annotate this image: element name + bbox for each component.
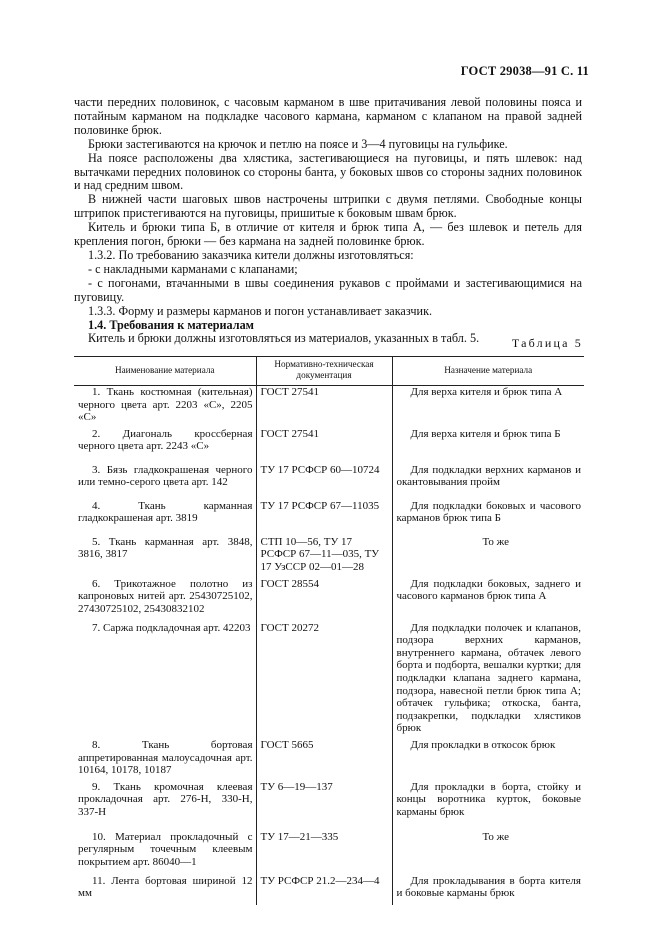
paragraph: Китель и брюки должны изготовляться из материалов, указанных в табл. 5.: [88, 331, 480, 346]
body-text: [74, 96, 582, 346]
section-heading: 1.4. Требования к материалам: [88, 317, 254, 332]
material-name: 1. Ткань костюмная (кительная) черного цвета арт. 2203 «С», 2205 «С»: [78, 386, 253, 424]
material-name: 2. Диагональ кроссберная черного цвета арт. 2243 «С»: [78, 427, 253, 453]
material-name: 7. Саржа подкладочная арт. 42203: [92, 621, 251, 634]
material-name: 4. Ткань карманная гладкокрашеная арт. 3819: [78, 499, 253, 525]
material-purpose: Для подкладки полочек и клапанов, подзора верхних карманов, внутреннего кармана, обтачек левого борта и подборта, вешалки куртки; для подкладки клапана заднего кармана, подзора, навесной петли брюк типа А; обтачек гульфика; откоска, банта, подзакрепки, подкладки хлястиков брюк: [392, 622, 584, 739]
column-header-name: Наименование материала: [74, 357, 256, 386]
material-purpose: Для подкладки боковых и часового карманов брюк типа Б: [392, 500, 584, 536]
table-caption: Таблица 5: [511, 336, 583, 350]
material-doc: ТУ 17 РСФСР 67—11035: [256, 500, 392, 536]
table-row: [74, 831, 584, 875]
material-purpose: То же: [392, 831, 584, 875]
material-doc: ГОСТ 28554: [256, 578, 392, 622]
material-doc: ГОСТ 27541: [256, 428, 392, 464]
table-row: [74, 464, 584, 500]
clause-1-3-2: 1.3.2. По требованию заказчика кители должны изготовляться:: [88, 247, 414, 262]
table-row: [74, 578, 584, 622]
material-name: 8. Ткань бортовая аппретированная малоусадочная арт. 10164, 10178, 10187: [78, 738, 253, 777]
paragraph: Китель и брюки типа Б, в отличие от кителя и брюк типа А, — без шлевок и петель для крепления погон, брюки — без кармана на задней половинке брюк.: [74, 220, 582, 249]
material-purpose: Для прокладки в откосок брюк: [392, 739, 584, 781]
material-doc: ГОСТ 5665: [256, 739, 392, 781]
paragraph: Брюки застегиваются на крючок и петлю на поясе и 3—4 пуговицы на гульфике.: [88, 136, 508, 151]
material-purpose: Для прокладки в борта, стойку и концы воротника курток, боковые карманы брюк: [392, 781, 584, 831]
materials-table: [74, 356, 584, 905]
material-doc: ТУ 17 РСФСР 60—10724: [256, 464, 392, 500]
material-doc: ТУ РСФСР 21.2—234—4: [256, 875, 392, 905]
material-purpose: Для прокладывания в борта кителя и боковые карманы брюк: [392, 875, 584, 905]
page-header: ГОСТ 29038—91 С. 11: [460, 64, 589, 78]
table-row: [74, 428, 584, 464]
material-name: 10. Материал прокладочный с регулярным точечным клеевым покрытием арт. 86040—1: [78, 830, 253, 868]
list-item: - с погонами, втачанными в швы соединения рукавов с проймами и застегивающимися на пуговицу.: [74, 275, 582, 304]
table-row: [74, 386, 584, 428]
material-purpose: То же: [392, 536, 584, 578]
table-header-row: [74, 357, 584, 386]
table-row: [74, 875, 584, 905]
material-doc: ГОСТ 20272: [256, 622, 392, 739]
column-header-doc: Нормативно-техническая документация: [256, 357, 392, 386]
paragraph: На поясе расположены два хлястика, застегивающиеся на пуговицы, и пять шлевок: над вытачками передних половинок со стороны банта, у боковых швов со стороны задних половинок и над средним швом.: [74, 150, 582, 193]
material-name: 6. Трикотажное полотно из капроновых нитей арт. 25430725102, 27430725102, 25430832102: [78, 577, 253, 615]
table-row: [74, 622, 584, 739]
table-row: [74, 739, 584, 781]
material-purpose: Для верха кителя и брюк типа Б: [392, 428, 584, 464]
material-purpose: Для подкладки боковых, заднего и часового карманов брюк типа А: [392, 578, 584, 622]
list-item: - с накладными карманами с клапанами;: [88, 261, 298, 276]
material-doc: СТП 10—56, ТУ 17 РСФСР 67—11—035, ТУ 17 УзССР 02—01—28: [256, 536, 392, 578]
column-header-purpose: Назначение материала: [392, 357, 584, 386]
material-name: 5. Ткань карманная арт. 3848, 3816, 3817: [78, 535, 253, 561]
material-name: 3. Бязь гладкокрашеная черного или темно-серого цвета арт. 142: [78, 463, 253, 489]
paragraph: части передних половинок, с часовым карманом в шве притачивания левой половины пояса и потайным карманом на подкладке часового кармана, карманом с клапаном на правой задней половинке брюк.: [74, 95, 582, 137]
material-doc: ГОСТ 27541: [256, 386, 392, 428]
material-doc: ТУ 17—21—335: [256, 831, 392, 875]
material-purpose: Для подкладки верхних карманов и окантовывания пройм: [392, 464, 584, 500]
material-name: 9. Ткань кромочная клеевая прокладочная арт. 276-Н, 330-Н, 337-Н: [78, 780, 253, 818]
clause-1-3-3: 1.3.3. Форму и размеры карманов и погон устанавливает заказчик.: [88, 303, 433, 318]
table-row: [74, 536, 584, 578]
material-purpose: Для верха кителя и брюк типа А: [392, 386, 584, 428]
paragraph: В нижней части шаговых швов настрочены штрипки с двумя петлями. Свободные концы штрипок пристегиваются на пуговицы, пришитые к боковым швам брюк.: [74, 192, 582, 221]
material-doc: ТУ 6—19—137: [256, 781, 392, 831]
table-row: [74, 500, 584, 536]
material-name: 11. Лента бортовая шириной 12 мм: [78, 874, 253, 900]
table-row: [74, 781, 584, 831]
